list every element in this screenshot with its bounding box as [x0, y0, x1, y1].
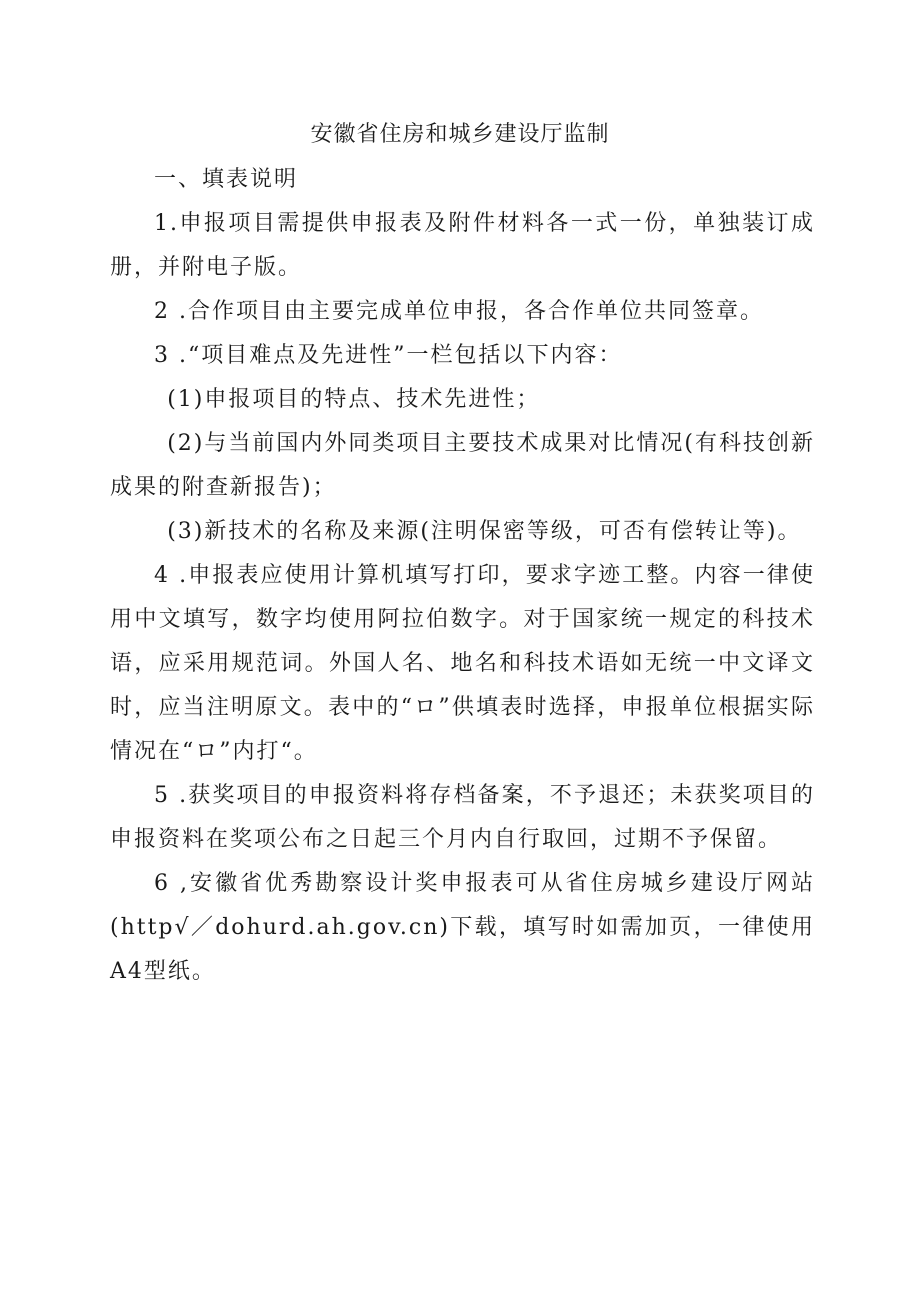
instruction-item-1: 1.申报项目需提供申报表及附件材料各一式一份，单独装订成册，并附电子版。 — [110, 211, 815, 280]
document-title: 安徽省住房和城乡建设厅监制 — [310, 122, 610, 147]
instruction-item-6: 6 ,安徽省优秀勘察设计奖申报表可从省住房城乡建设厅网站(http√／dohurd.ah.gov.cn)下载，填写时如需加页，一律使用A4型纸。 — [110, 871, 815, 984]
instruction-subitem-1: (1)申报项目的特点、技术先进性； — [167, 387, 541, 412]
instruction-item-4: 4 .申报表应使用计算机填写打印，要求字迹工整。内容一律使用中文填写，数字均使用阿拉伯数字。对于国家统一规定的科技术语，应采用规范词。外国人名、地名和科技术语如无统一中文译文时，应当注明原文。表中的“ロ”供填表时选择，申报单位根据实际情况在“ロ”内打“。 — [110, 563, 815, 764]
instruction-item-5: 5 .获奖项目的申报资料将存档备案，不予退还；未获奖项目的申报资料在奖项公布之日起三个月内自行取回，过期不予保留。 — [110, 783, 815, 852]
document-body — [110, 158, 815, 994]
instruction-item-2: 2 .合作项目由主要完成单位申报，各合作单位共同签章。 — [154, 299, 764, 324]
section-heading: 一、填表说明 — [154, 167, 299, 192]
instruction-subitem-2: (2)与当前国内外同类项目主要技术成果对比情况(有科技创新成果的附查新报告)； — [110, 431, 815, 500]
instruction-subitem-3: (3)新技术的名称及来源(注明保密等级，可否有偿转让等)。 — [167, 519, 802, 544]
instruction-item-3: 3 .“项目难点及先进性”一栏包括以下内容： — [154, 343, 623, 368]
